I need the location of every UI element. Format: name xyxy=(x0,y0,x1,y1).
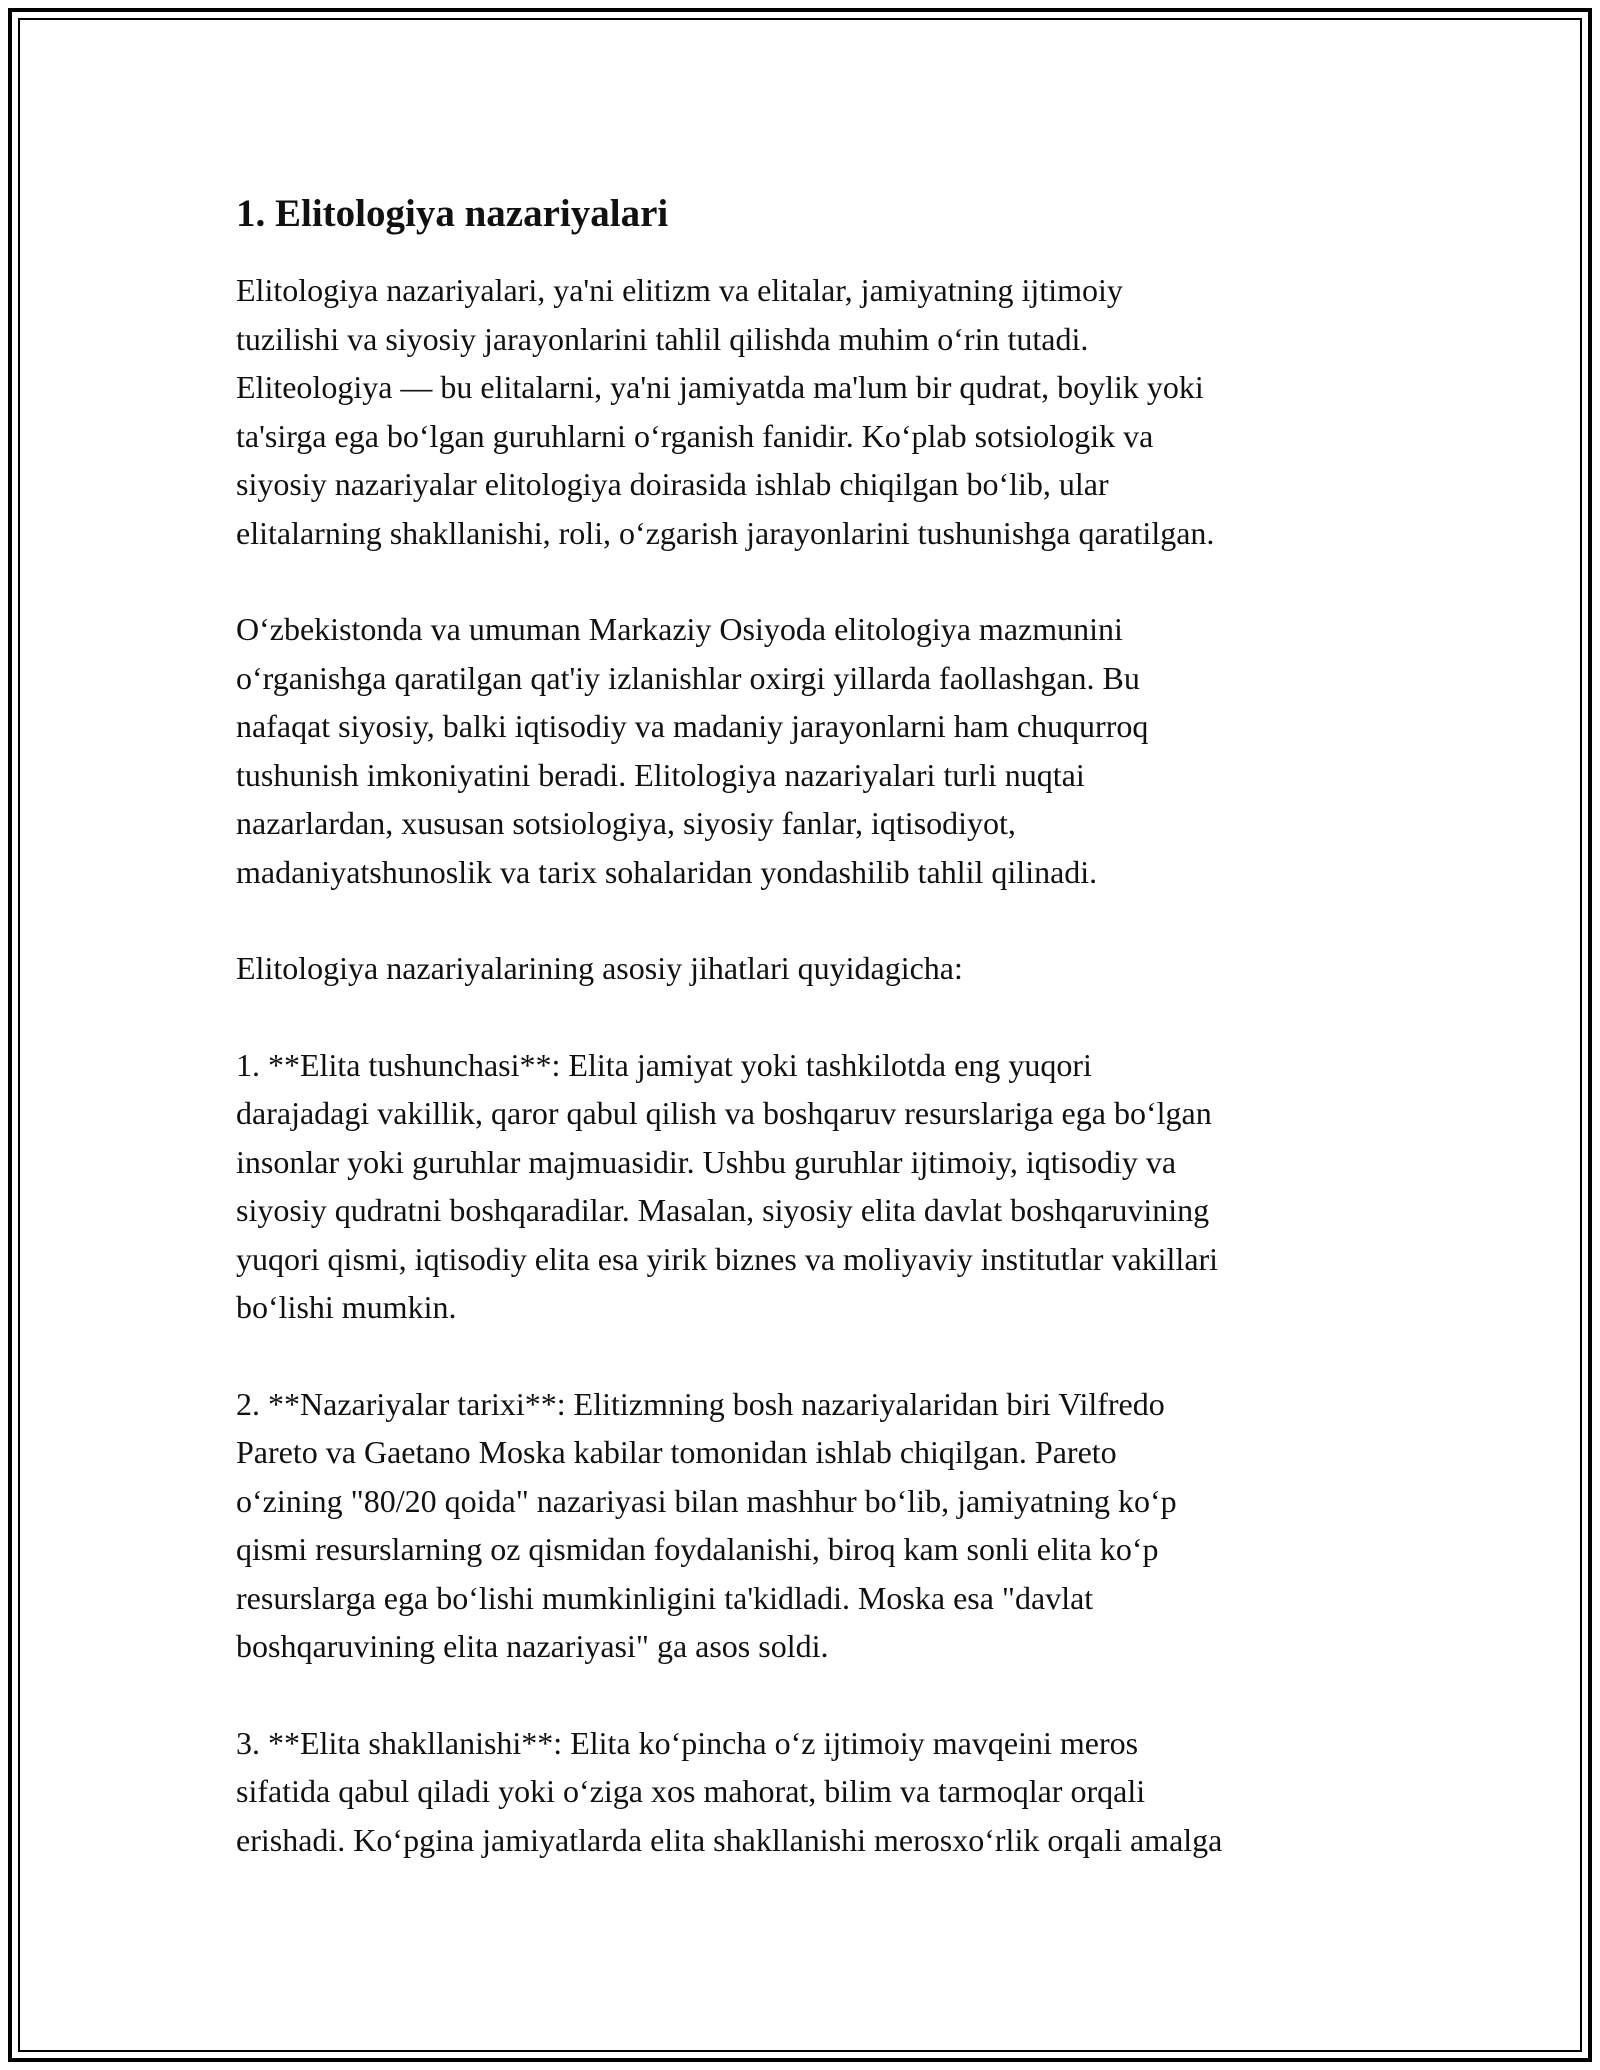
list-item-elita-shakllanishi: 3. **Elita shakllanishi**: Elita ko‘pincha o‘z ijtimoiy mavqeini meros sifatida qabul qiladi yoki o‘ziga xos mahorat, bilim va tarmoqlar orqali erishadi. Ko‘pgina jamiyatlarda elita shakllanishi merosxo‘rlik orqali amalga xyxy=(236,1724,1223,1858)
list-item-elita-tushunchasi: 1. **Elita tushunchasi**: Elita jamiyat yoki tashkilotda eng yuqori darajadagi vakillik, qaror qabul qilish va boshqaruv resurslariga ega bo‘lgan insonlar yoki guruhlar majmuasidir. Ushbu guruhlar ijtimoiy, iqtisodiy va siyosiy qudratni boshqaradilar. Masalan, siyosiy elita davlat boshqaruvining yuqori qismi, iqtisodiy elita esa yirik biznes va moliyaviy institutlar vakillari bo‘lishi mumkin. xyxy=(236,1046,1219,1325)
list-item-nazariyalar-tarixi: 2. **Nazariyalar tarixi**: Elitizmning bosh nazariyalaridan biri Vilfredo Pareto va Gaetano Moska kabilar tomonidan ishlab chiqilgan. Pareto o‘zining "80/20 qoida" nazariyasi bilan mashhur bo‘lib, jamiyatning ko‘p qismi resurslarning oz qismidan foydalanishi, biroq kam sonli elita ko‘p resurslarga ega bo‘lishi mumkinligini ta'kidladi. Moska esa "davlat boshqaruvining elita nazariyasi" ga asos soldi. xyxy=(236,1385,1177,1664)
paragraph-list-intro: Elitologiya nazariyalarining asosiy jihatlari quyidagicha: xyxy=(236,950,963,986)
section-title: 1. Elitologiya nazariyalari xyxy=(236,192,669,235)
paragraph-intro: Elitologiya nazariyalari, ya'ni elitizm va elitalar, jamiyatning ijtimoiy tuzilishi va siyosiy jarayonlarini tahlil qilishda muhim o‘rin tutadi. Eliteologiya — bu elitalarni, ya'ni jamiyatda ma'lum bir qudrat, boylik yoki ta'sirga ega bo‘lgan guruhlarni o‘rganish fanidir. Ko‘plab sotsiologik va siyosiy nazariyalar elitologiya doirasida ishlab chiqilgan bo‘lib, ular elitalarning shakllanishi, roli, o‘zgarish jarayonlarini tushunishga qaratilgan. xyxy=(236,272,1215,551)
document-body xyxy=(236,186,1376,1912)
paragraph-uzbekistan: O‘zbekistonda va umuman Markaziy Osiyoda elitologiya mazmunini o‘rganishga qaratilgan qat'iy izlanishlar oxirgi yillarda faollashgan. Bu nafaqat siyosiy, balki iqtisodiy va madaniy jarayonlarni ham chuqurroq tushunish imkoniyatini beradi. Elitologiya nazariyalari turli nuqtai nazarlardan, xususan sotsiologiya, siyosiy fanlar, iqtisodiyot, madaniyatshunoslik va tarix sohalaridan yondashilib tahlil qilinadi. xyxy=(236,611,1149,890)
